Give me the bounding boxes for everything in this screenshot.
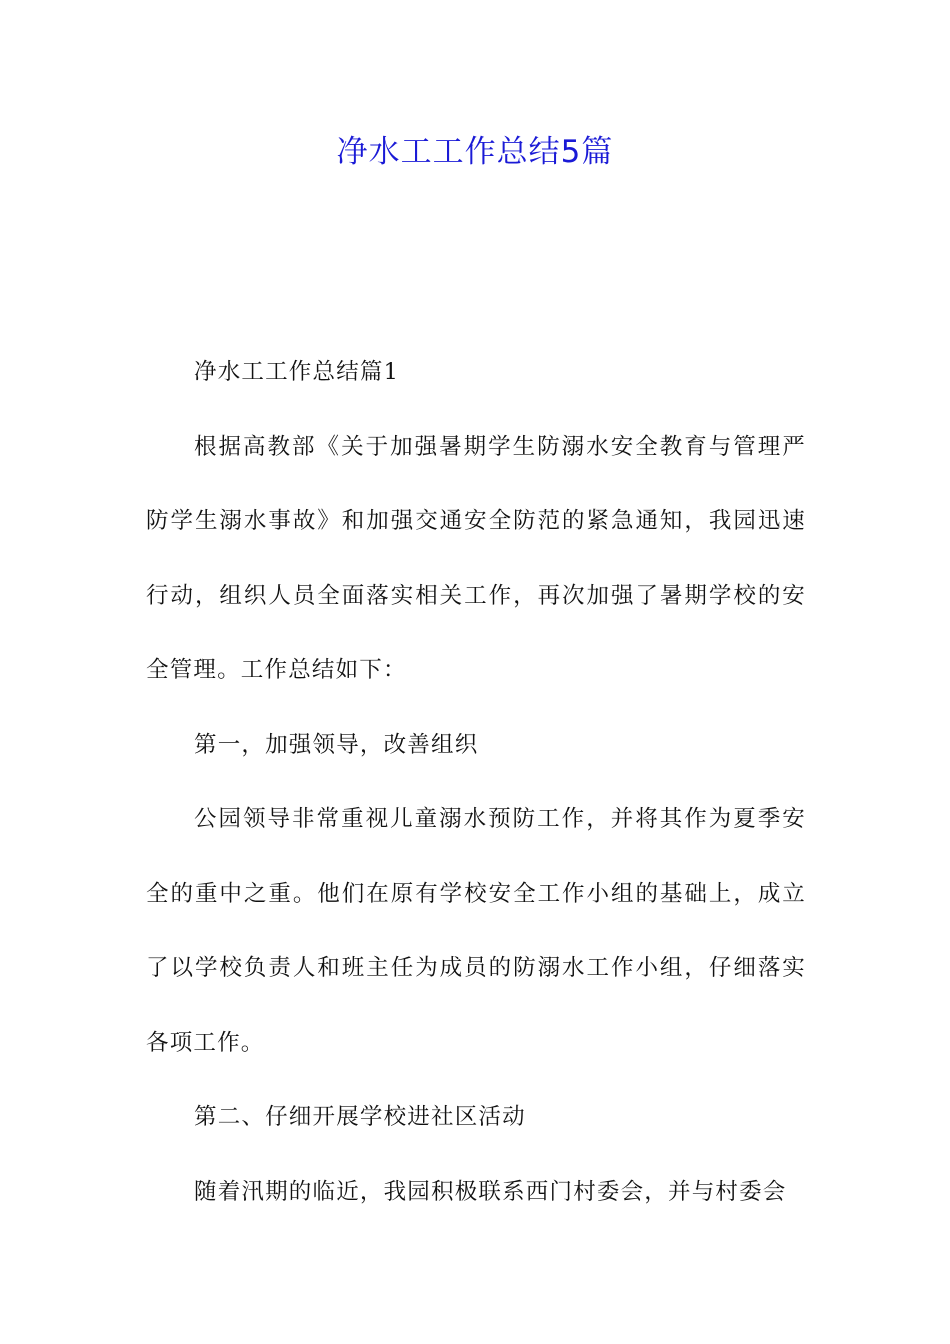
paragraph-2: 公园领导非常重视儿童溺水预防工作，并将其作为夏季安全的重中之重。他们在原有学校安全工作小组的基础上，成立了以学校负责人和班主任为成员的防溺水工作小组，仔细落实各项工作。 (146, 806, 806, 1056)
paragraph-3: 随着汛期的临近，我园积极联系西门村委会，并与村委会 (194, 1178, 787, 1205)
paragraph-1: 根据高教部《关于加强暑期学生防溺水安全教育与管理严防学生溺水事故》和加强交通安全防范的紧急通知，我园迅速行动，组织人员全面落实相关工作，再次加强了暑期学校的安全管理。工作总结如下： (146, 433, 806, 683)
document-title: 净水工工作总结5篇 (336, 134, 614, 170)
section-heading-1: 净水工工作总结篇1 (194, 359, 400, 385)
section-heading-2: 第一，加强领导，改善组织 (194, 731, 479, 758)
document-body (146, 335, 806, 1229)
section-heading-3: 第二、仔细开展学校进社区活动 (194, 1104, 526, 1130)
